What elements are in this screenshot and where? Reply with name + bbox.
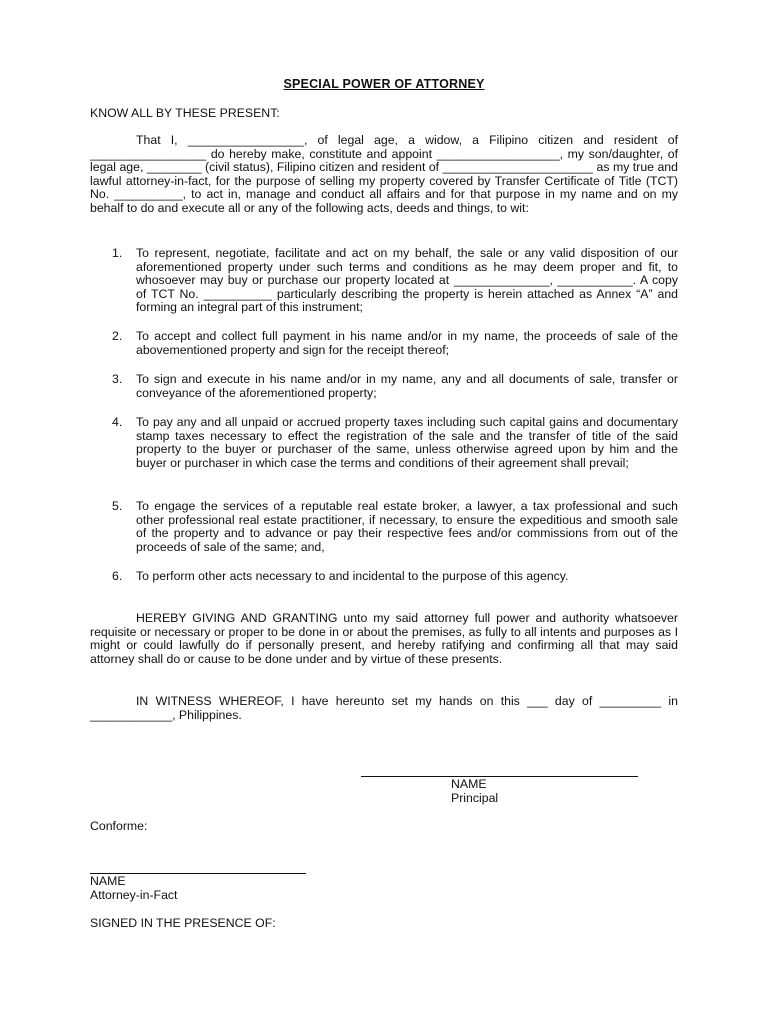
principal-signature-line [361,776,638,777]
attorney-name: NAME [90,874,126,888]
list-item-text: To represent, negotiate, facilitate and act on my behalf, the sale or any valid disposition of our aforementioned property under such terms and conditions as he may deem proper and fit, to whosoever may buy or purchase our property located at ______________, ___________. A copy of TCT No. __________ particularly describing the property is herein attached as Annex “A” and forming an integral part of this instrument; [136,246,678,315]
list-item-number: 2. [112,329,123,343]
document-title: SPECIAL POWER OF ATTORNEY [283,77,485,91]
principal-role: Principal [451,791,499,805]
list-item-number: 5. [112,499,123,513]
list-item-text: To sign and execute in his name and/or in my name, any and all documents of sale, transfer or conveyance of the aforementioned property; [136,372,678,400]
intro-paragraph: That I, _________________, of legal age, a widow, a Filipino citizen and resident of _________________ do hereby make, constitute and appoint __________________, my son/daughter, of legal age, ________ (civil status), Filipino citizen and resident of ______________________ as my true and lawful attorney-in-fact, for the purpose of selling my property covered by Transfer Certificate of Title (TCT) No. __________, to act in, manage and conduct all affairs and for that purpose in my name and on my behalf to do and execute all or any of the following acts, deeds and things, to wit: [90,133,678,215]
signed-in-presence-label: SIGNED IN THE PRESENCE OF: [90,916,276,930]
list-item-text: To pay any and all unpaid or accrued property taxes including such capital gains and documentary stamp taxes necessary to effect the registration of the sale and the transfer of title of the said property to the buyer or purchaser of the same, unless otherwise agreed upon by him and the buyer or purchaser in which case the terms and conditions of their agreement shall prevail; [136,415,678,470]
list-item-text: To accept and collect full payment in his name and/or in my name, the proceeds of sale of the abovementioned property and sign for the receipt thereof; [136,329,678,357]
conforme-label: Conforme: [90,819,148,833]
attorney-role: Attorney-in-Fact [90,888,178,902]
greeting: KNOW ALL BY THESE PRESENT: [90,106,280,120]
list-item-number: 3. [112,372,123,386]
granting-paragraph: HEREBY GIVING AND GRANTING unto my said attorney full power and authority whatsoever requisite or necessary or proper to be done in or about the premises, as fully to all intents and purposes as I might or could lawfully do if personally present, and hereby ratifying and confirming all that may said attorney shall do or cause to be done under and by virtue of these presents. [90,611,678,666]
list-item-text: To engage the services of a reputable real estate broker, a lawyer, a tax professional and such other professional real estate practitioner, if necessary, to ensure the expeditious and smooth sale of the property and to advance or pay their respective fees and/or commissions from out of the proceeds of sale of the same; and, [136,499,678,554]
principal-name: NAME [451,777,487,791]
list-item-text: To perform other acts necessary to and incidental to the purpose of this agency. [136,569,569,583]
list-item-number: 6. [112,569,123,583]
witness-paragraph: IN WITNESS WHEREOF, I have hereunto set my hands on this ___ day of _________ in ____________, Philippines. [90,694,678,722]
list-item-number: 1. [112,246,123,260]
list-item-number: 4. [112,415,123,429]
